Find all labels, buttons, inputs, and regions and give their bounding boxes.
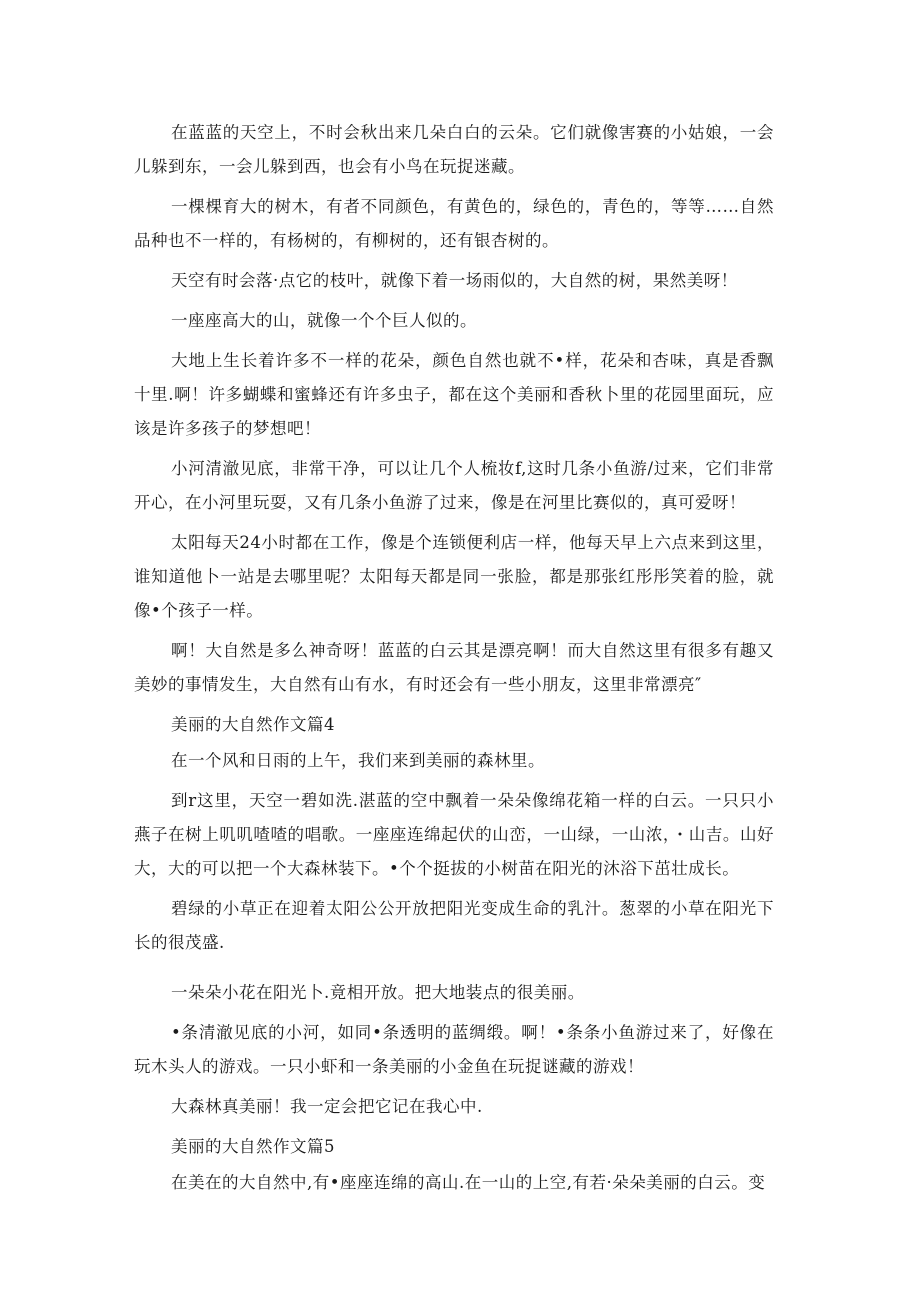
paragraph: 在美在的大自然中,有•座座连绵的高山.在一山的上空,有若·朵朵美丽的白云。变 (171, 1173, 766, 1192)
paragraph: 在蓝蓝的天空上，不时会秋出来几朵白白的云朵。它们就像害赛的小姑娘，一会儿躲到东，一会儿躲到西，也会有小鸟在玩捉迷藏。 (134, 123, 774, 176)
paragraph: 一朵朵小花在阳光卜.竟相开放。把大地装点的很美丽。 (171, 983, 585, 1002)
paragraph: 大森林真美丽！我一定会把它记在我心中. (171, 1097, 483, 1116)
paragraph: 碧绿的小草正在迎着太阳公公开放把阳光变成生命的乳汁。葱翠的小草在阳光下长的很茂盛. (134, 899, 774, 952)
section-heading: 美丽的大自然作文篇5 (171, 1137, 335, 1156)
paragraph: 小河清澈见底，非常干净，可以让几个人梳妆f,这时几条小鱼游/过来，它们非常开心，在小河里玩耍，又有几条小鱼游了过来，像是在河里比赛似的，真可爱呀！ (134, 459, 774, 512)
paragraph: 太阳每天24小时都在工作，像是个连锁便利店一样，他每天早上六点来到这里，谁知道他卜一站是去哪里呢？太阳每天都是同一张脸，都是那张红彤彤笑着的脸，就像•个孩子一样。 (134, 533, 774, 620)
paragraph: 啊！大自然是多么神奇呀！蓝蓝的白云其是漂亮啊！而大自然这里有很多有趣又美妙的事情发生，大自然有山有水，有时还会有一些小朋友，这里非常漂亮″ (134, 641, 774, 694)
section-heading: 美丽的大自然作文篇4 (171, 715, 335, 734)
paragraph: 大地上生长着许多不一样的花朵，颜色自然也就不•样，花朵和杏味，真是香飘十里.啊！许多蝴蝶和蜜蜂还有许多虫子，都在这个美丽和香秋卜里的花园里面玩，应该是许多孩子的梦想吧！ (134, 351, 774, 438)
document-body (134, 116, 774, 1206)
paragraph: •条清澈见底的小河，如同•条透明的蓝绸缎。啊！•条条小鱼游过来了，好像在玩木头人的游戏。一只小虾和一条美丽的小金鱼在玩捉谜藏的游戏！ (134, 1023, 774, 1076)
paragraph: 一棵棵育大的树木，有者不同颜色，有黄色的，绿色的，青色的，等等……自然品种也不一样的，有杨树的，有柳树的，还有银杏树的。 (134, 197, 774, 250)
paragraph: 一座座高大的山，就像一个个巨人似的。 (171, 311, 477, 330)
paragraph: 天空有时会落·点它的枝叶，就像下着一场雨似的，大自然的树，果然美呀！ (171, 271, 738, 290)
paragraph: 到r这里，天空一碧如洗.湛蓝的空中飘着一朵朵像绵花箱一样的白云。一只只小燕子在树上叽叽喳喳的唱歌。一座座连绵起伏的山峦，一山绿，一山浓，・山吉。山好大，大的可以把一个大森林装下。•个个挺拔的小树苗在阳光的沐浴下茁壮成长。 (134, 791, 774, 878)
paragraph: 在一个风和日雨的上午，我们来到美丽的森林里。 (171, 751, 545, 770)
